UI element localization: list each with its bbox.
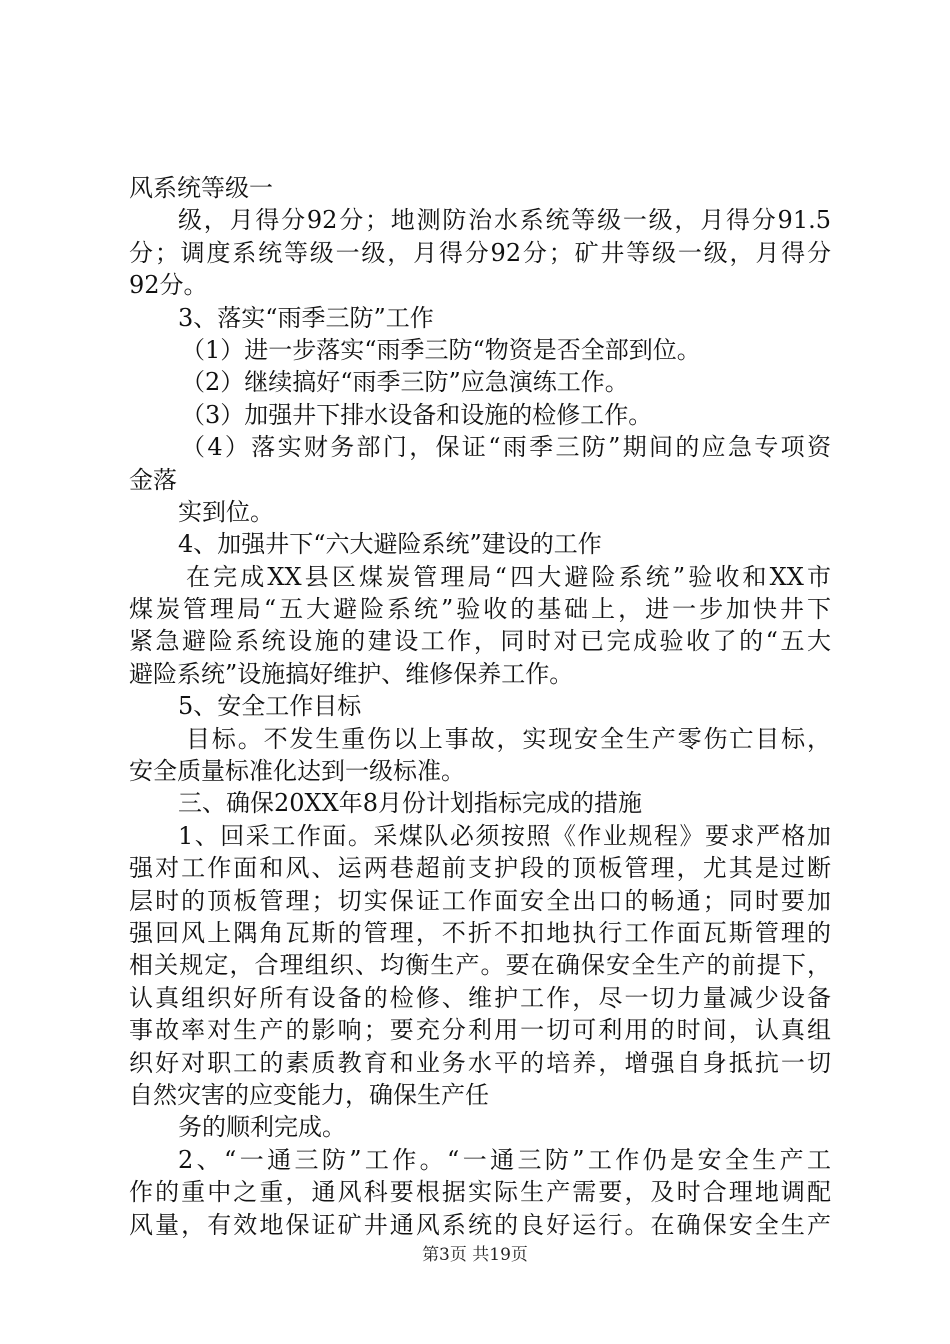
- text-line: 安全质量标准化达到一级标准。: [129, 757, 465, 786]
- text-line: 在完成XX县区煤炭管理局“四大避险系统”验收和XX市: [186, 562, 831, 591]
- text-line: 风量，有效地保证矿井通风系统的良好运行。在确保安全生产: [129, 1210, 831, 1239]
- text-line: 目标。不发生重伤以上事故，实现安全生产零伤亡目标，: [186, 724, 831, 753]
- page-footer: 第3页 共19页: [422, 1245, 528, 1265]
- section-heading: 4、加强井下“六大避险系统”建设的工作: [178, 530, 602, 559]
- text-line: 避险系统”设施搞好维护、维修保养工作。: [129, 659, 574, 688]
- text-line: 相关规定，合理组织、均衡生产。要在确保安全生产的前提下，: [129, 951, 831, 980]
- list-item: （1）进一步落实“雨季三防“物资是否全部到位。: [181, 335, 701, 364]
- text-line: 认真组织好所有设备的检修、维护工作，尽一切力量减少设备: [129, 983, 831, 1012]
- text-line: 强对工作面和风、运两巷超前支护段的顶板管理，尤其是过断: [129, 854, 831, 883]
- text-line: 紧急避险系统设施的建设工作，同时对已完成验收了的“五大: [129, 627, 831, 656]
- text-line: 层时的顶板管理；切实保证工作面安全出口的畅通；同时要加: [129, 886, 831, 915]
- text-line: 风系统等级一: [129, 174, 273, 202]
- text-line: 事故率对生产的影响；要充分利用一切可利用的时间，认真组: [129, 1016, 831, 1045]
- text-line: 作的重中之重，通风科要根据实际生产需要，及时合理地调配: [129, 1178, 831, 1207]
- section-heading: 3、落实“雨季三防”工作: [178, 303, 434, 332]
- list-item: （2）继续搞好“雨季三防”应急演练工作。: [181, 368, 629, 397]
- text-line: 1、回采工作面。采煤队必须按照《作业规程》要求严格加: [178, 821, 831, 850]
- list-item: （3）加强井下排水设备和设施的检修工作。: [181, 400, 653, 429]
- text-line: 2、“一通三防”工作。“一通三防”工作仍是安全生产工: [178, 1145, 831, 1174]
- text-line: 级，月得分92分；地测防治水系统等级一级，月得分91.5: [178, 206, 831, 235]
- section-heading: 5、安全工作目标: [178, 692, 362, 721]
- text-line: 煤炭管理局“五大避险系统”验收的基础上，进一步加快井下: [129, 595, 831, 624]
- document-body: [129, 172, 831, 1241]
- section-heading: 三、确保20XX年8月份计划指标完成的措施: [178, 789, 642, 818]
- text-line: 金落: [129, 465, 177, 494]
- text-line: 强回风上隅角瓦斯的管理，不折不扣地执行工作面瓦斯管理的: [129, 918, 831, 947]
- text-line: 自然灾害的应变能力，确保生产任: [129, 1080, 489, 1109]
- text-line: 92分。: [129, 271, 208, 300]
- text-line: 实到位。: [178, 497, 274, 526]
- text-line: 织好对职工的素质教育和业务水平的培养，增强自身抵抗一切: [129, 1048, 831, 1077]
- text-line: 分；调度系统等级一级，月得分92分；矿井等级一级，月得分: [129, 238, 831, 267]
- text-line: 务的顺利完成。: [178, 1113, 346, 1142]
- list-item: （4）落实财务部门，保证“雨季三防”期间的应急专项资: [181, 433, 831, 462]
